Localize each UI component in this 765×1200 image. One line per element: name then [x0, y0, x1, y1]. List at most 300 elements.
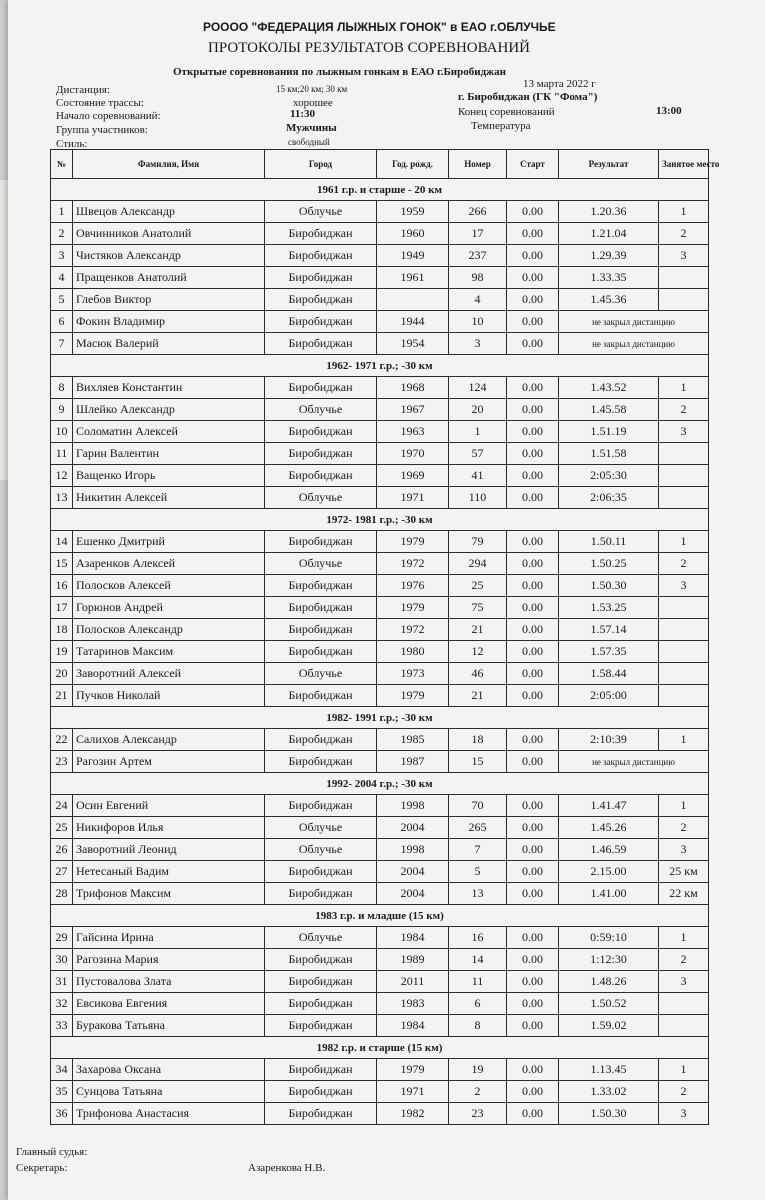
city-cell: Биробиджан	[265, 993, 377, 1015]
birth-year-cell: 1998	[377, 839, 449, 861]
start-time-cell: 0.00	[507, 1081, 559, 1103]
place-cell: 2	[659, 553, 709, 575]
birth-year-cell: 1971	[377, 1081, 449, 1103]
athlete-name-cell: Швецов Александр	[73, 201, 265, 223]
track-value: хорошее	[293, 97, 333, 109]
city-cell: Биробиджан	[265, 597, 377, 619]
start-time-cell: 0.00	[507, 223, 559, 245]
row-number-cell: 25	[51, 817, 73, 839]
result-cell: 1.57.14	[559, 619, 659, 641]
row-number-cell: 5	[51, 289, 73, 311]
row-number-cell: 8	[51, 377, 73, 399]
athlete-name-cell: Рагозина Мария	[73, 949, 265, 971]
start-value: 11:30	[290, 108, 316, 120]
bib-number-cell: 19	[449, 1059, 507, 1081]
col-header-bib: Номер	[449, 150, 507, 179]
bib-number-cell: 21	[449, 619, 507, 641]
bib-number-cell: 4	[449, 289, 507, 311]
city-cell: Биробиджан	[265, 1015, 377, 1037]
result-cell: 1.20.36	[559, 201, 659, 223]
row-number-cell: 4	[51, 267, 73, 289]
group-title: 1972- 1981 г.р.; -30 км	[51, 509, 709, 531]
place-cell	[659, 993, 709, 1015]
athlete-name-cell: Чистяков Александр	[73, 245, 265, 267]
result-cell: 1.41.47	[559, 795, 659, 817]
start-time-cell: 0.00	[507, 377, 559, 399]
city-cell: Биробиджан	[265, 1103, 377, 1125]
start-time-cell: 0.00	[507, 729, 559, 751]
bib-number-cell: 75	[449, 597, 507, 619]
city-cell: Биробиджан	[265, 971, 377, 993]
city-cell: Биробиджан	[265, 619, 377, 641]
table-row	[51, 949, 709, 971]
athlete-name-cell: Вихляев Константин	[73, 377, 265, 399]
secretary-label: Секретарь:	[16, 1162, 68, 1174]
place-cell	[659, 487, 709, 509]
place-cell	[659, 685, 709, 707]
athlete-name-cell: Евсикова Евгения	[73, 993, 265, 1015]
group-value: Мужчины	[286, 122, 337, 134]
result-cell: 1.50.30	[559, 575, 659, 597]
col-header-start: Старт	[507, 150, 559, 179]
row-number-cell: 1	[51, 201, 73, 223]
city-cell: Биробиджан	[265, 421, 377, 443]
place-cell: 1	[659, 795, 709, 817]
start-time-cell: 0.00	[507, 487, 559, 509]
birth-year-cell: 1972	[377, 553, 449, 575]
bib-number-cell: 14	[449, 949, 507, 971]
result-cell: 1.59.02	[559, 1015, 659, 1037]
start-time-cell: 0.00	[507, 245, 559, 267]
row-number-cell: 16	[51, 575, 73, 597]
athlete-name-cell: Горюнов Андрей	[73, 597, 265, 619]
athlete-name-cell: Пращенков Анатолий	[73, 267, 265, 289]
place-cell: 2	[659, 1081, 709, 1103]
result-cell: 2:05:00	[559, 685, 659, 707]
group-header-row	[51, 355, 709, 377]
table-row	[51, 531, 709, 553]
city-cell: Биробиджан	[265, 795, 377, 817]
birth-year-cell: 1972	[377, 619, 449, 641]
table-row	[51, 729, 709, 751]
start-time-cell: 0.00	[507, 465, 559, 487]
birth-year-cell: 1954	[377, 333, 449, 355]
city-cell: Биробиджан	[265, 883, 377, 905]
group-header-row	[51, 905, 709, 927]
table-row	[51, 663, 709, 685]
row-number-cell: 28	[51, 883, 73, 905]
table-row	[51, 399, 709, 421]
row-number-cell: 19	[51, 641, 73, 663]
bib-number-cell: 46	[449, 663, 507, 685]
bib-number-cell: 17	[449, 223, 507, 245]
bib-number-cell: 11	[449, 971, 507, 993]
bib-number-cell: 98	[449, 267, 507, 289]
place-cell: 25 км	[659, 861, 709, 883]
birth-year-cell: 1984	[377, 927, 449, 949]
row-number-cell: 7	[51, 333, 73, 355]
table-row	[51, 971, 709, 993]
place-cell: 1	[659, 729, 709, 751]
athlete-name-cell: Полосков Александр	[73, 619, 265, 641]
city-cell: Биробиджан	[265, 751, 377, 773]
result-cell: 1.13.45	[559, 1059, 659, 1081]
start-time-cell: 0.00	[507, 839, 559, 861]
athlete-name-cell: Нетесаный Вадим	[73, 861, 265, 883]
result-cell: 1.46.59	[559, 839, 659, 861]
row-number-cell: 24	[51, 795, 73, 817]
bib-number-cell: 1	[449, 421, 507, 443]
birth-year-cell: 2004	[377, 861, 449, 883]
place-cell: 2	[659, 399, 709, 421]
place-cell	[659, 663, 709, 685]
row-number-cell: 33	[51, 1015, 73, 1037]
place-cell	[659, 1015, 709, 1037]
birth-year-cell: 1982	[377, 1103, 449, 1125]
table-row	[51, 289, 709, 311]
start-time-cell: 0.00	[507, 795, 559, 817]
row-number-cell: 22	[51, 729, 73, 751]
result-cell: 1.45.36	[559, 289, 659, 311]
place-cell: 2	[659, 817, 709, 839]
birth-year-cell: 1969	[377, 465, 449, 487]
athlete-name-cell: Сунцова Татьяна	[73, 1081, 265, 1103]
table-row	[51, 795, 709, 817]
birth-year-cell: 1967	[377, 399, 449, 421]
result-cell: 1.45.26	[559, 817, 659, 839]
start-time-cell: 0.00	[507, 531, 559, 553]
start-time-cell: 0.00	[507, 927, 559, 949]
place-cell: 1	[659, 927, 709, 949]
table-row	[51, 487, 709, 509]
city-cell: Биробиджан	[265, 861, 377, 883]
birth-year-cell: 1961	[377, 267, 449, 289]
start-time-cell: 0.00	[507, 861, 559, 883]
row-number-cell: 26	[51, 839, 73, 861]
athlete-name-cell: Заворотний Алексей	[73, 663, 265, 685]
birth-year-cell: 1963	[377, 421, 449, 443]
city-cell: Биробиджан	[265, 1059, 377, 1081]
group-header-row	[51, 509, 709, 531]
bib-number-cell: 23	[449, 1103, 507, 1125]
table-row	[51, 201, 709, 223]
city-cell: Биробиджан	[265, 289, 377, 311]
result-cell: 1.51.19	[559, 421, 659, 443]
city-cell: Биробиджан	[265, 377, 377, 399]
city-cell: Биробиджан	[265, 267, 377, 289]
result-cell: 1.33.35	[559, 267, 659, 289]
city-cell: Облучье	[265, 927, 377, 949]
row-number-cell: 3	[51, 245, 73, 267]
bib-number-cell: 16	[449, 927, 507, 949]
city-cell: Биробиджан	[265, 641, 377, 663]
result-cell: 2:10:39	[559, 729, 659, 751]
athlete-name-cell: Пучков Николай	[73, 685, 265, 707]
bib-number-cell: 20	[449, 399, 507, 421]
track-label: Состояние трассы:	[56, 97, 144, 109]
bib-number-cell: 266	[449, 201, 507, 223]
city-cell: Биробиджан	[265, 465, 377, 487]
start-time-cell: 0.00	[507, 1059, 559, 1081]
place-cell	[659, 619, 709, 641]
start-time-cell: 0.00	[507, 993, 559, 1015]
row-number-cell: 35	[51, 1081, 73, 1103]
bib-number-cell: 13	[449, 883, 507, 905]
city-cell: Биробиджан	[265, 575, 377, 597]
bib-number-cell: 12	[449, 641, 507, 663]
table-row	[51, 377, 709, 399]
birth-year-cell: 1983	[377, 993, 449, 1015]
birth-year-cell: 1976	[377, 575, 449, 597]
result-cell: 0:59:10	[559, 927, 659, 949]
group-header-row	[51, 1037, 709, 1059]
athlete-name-cell: Фокин Владимир	[73, 311, 265, 333]
athlete-name-cell: Овчинников Анатолий	[73, 223, 265, 245]
col-header-birth-year: Год. рожд.	[377, 150, 449, 179]
athlete-name-cell: Гайсина Ирина	[73, 927, 265, 949]
start-time-cell: 0.00	[507, 641, 559, 663]
temperature-label: Температура	[471, 120, 531, 132]
bib-number-cell: 124	[449, 377, 507, 399]
bib-number-cell: 6	[449, 993, 507, 1015]
place-cell: 2	[659, 949, 709, 971]
organization-name: РОООО "ФЕДЕРАЦИЯ ЛЫЖНЫХ ГОНОК" в ЕАО г.ОБЛУЧЬЕ	[203, 20, 556, 34]
table-row	[51, 993, 709, 1015]
birth-year-cell: 1989	[377, 949, 449, 971]
birth-year-cell: 1949	[377, 245, 449, 267]
athlete-name-cell: Трифонов Максим	[73, 883, 265, 905]
row-number-cell: 10	[51, 421, 73, 443]
city-cell: Биробиджан	[265, 443, 377, 465]
place-cell: 3	[659, 245, 709, 267]
start-time-cell: 0.00	[507, 1103, 559, 1125]
place-cell	[659, 597, 709, 619]
competition-place: г. Биробиджан (ГК "Фома")	[458, 91, 598, 103]
results-table	[50, 149, 720, 1125]
group-title: 1982- 1991 г.р.; -30 км	[51, 707, 709, 729]
table-row	[51, 245, 709, 267]
birth-year-cell: 1944	[377, 311, 449, 333]
result-cell: 1.21.04	[559, 223, 659, 245]
birth-year-cell: 1979	[377, 685, 449, 707]
group-header-row	[51, 179, 709, 201]
group-title: 1961 г.р. и старше - 20 км	[51, 179, 709, 201]
col-header-name: Фамилия, Имя	[73, 150, 265, 179]
city-cell: Облучье	[265, 839, 377, 861]
city-cell: Облучье	[265, 553, 377, 575]
athlete-name-cell: Заворотний Леонид	[73, 839, 265, 861]
style-label: Стиль:	[56, 138, 88, 150]
distance-value: 15 км;20 км; 30 км	[276, 84, 348, 94]
result-cell: не закрыл дистанцию	[559, 311, 709, 333]
place-cell: 1	[659, 377, 709, 399]
start-time-cell: 0.00	[507, 1015, 559, 1037]
distance-label: Дистанция:	[56, 84, 110, 96]
place-cell	[659, 641, 709, 663]
athlete-name-cell: Рагозин Артем	[73, 751, 265, 773]
start-time-cell: 0.00	[507, 663, 559, 685]
bib-number-cell: 41	[449, 465, 507, 487]
table-row	[51, 1103, 709, 1125]
result-cell: 2.15.00	[559, 861, 659, 883]
birth-year-cell: 1959	[377, 201, 449, 223]
place-cell: 3	[659, 421, 709, 443]
birth-year-cell: 1971	[377, 487, 449, 509]
table-row	[51, 861, 709, 883]
start-time-cell: 0.00	[507, 421, 559, 443]
table-row	[51, 553, 709, 575]
birth-year-cell: 1960	[377, 223, 449, 245]
row-number-cell: 31	[51, 971, 73, 993]
row-number-cell: 2	[51, 223, 73, 245]
place-cell	[659, 289, 709, 311]
place-cell: 3	[659, 1103, 709, 1125]
row-number-cell: 11	[51, 443, 73, 465]
result-cell: 1.33.02	[559, 1081, 659, 1103]
table-row	[51, 575, 709, 597]
athlete-name-cell: Никифоров Илья	[73, 817, 265, 839]
birth-year-cell: 1987	[377, 751, 449, 773]
chief-judge-label: Главный судья:	[16, 1146, 88, 1158]
place-cell: 3	[659, 575, 709, 597]
table-row	[51, 927, 709, 949]
row-number-cell: 17	[51, 597, 73, 619]
birth-year-cell: 1984	[377, 1015, 449, 1037]
start-time-cell: 0.00	[507, 443, 559, 465]
row-number-cell: 20	[51, 663, 73, 685]
birth-year-cell: 1979	[377, 597, 449, 619]
bib-number-cell: 8	[449, 1015, 507, 1037]
city-cell: Биробиджан	[265, 949, 377, 971]
group-title: 1992- 2004 г.р.; -30 км	[51, 773, 709, 795]
group-title: 1983 г.р. и младше (15 км)	[51, 905, 709, 927]
result-cell: 1.50.11	[559, 531, 659, 553]
bib-number-cell: 110	[449, 487, 507, 509]
start-time-cell: 0.00	[507, 597, 559, 619]
table-row	[51, 883, 709, 905]
start-time-cell: 0.00	[507, 399, 559, 421]
place-cell	[659, 443, 709, 465]
secretary-name: Азаренкова Н.В.	[248, 1162, 326, 1174]
row-number-cell: 29	[51, 927, 73, 949]
birth-year-cell: 1968	[377, 377, 449, 399]
table-row	[51, 267, 709, 289]
result-cell: 1.50.30	[559, 1103, 659, 1125]
group-header-row	[51, 707, 709, 729]
athlete-name-cell: Никитин Алексей	[73, 487, 265, 509]
result-cell: 1.41.00	[559, 883, 659, 905]
athlete-name-cell: Пустовалова Злата	[73, 971, 265, 993]
start-time-cell: 0.00	[507, 685, 559, 707]
bib-number-cell: 25	[449, 575, 507, 597]
table-row	[51, 839, 709, 861]
place-cell	[659, 465, 709, 487]
start-time-cell: 0.00	[507, 751, 559, 773]
athlete-name-cell: Захарова Оксана	[73, 1059, 265, 1081]
result-cell: 1.48.26	[559, 971, 659, 993]
athlete-name-cell: Осин Евгений	[73, 795, 265, 817]
col-header-place: Занятое место	[659, 150, 709, 179]
competition-name: Открытые соревнования по лыжным гонкам в ЕАО г.Биробиджан	[173, 66, 506, 78]
document-title: ПРОТОКОЛЫ РЕЗУЛЬТАТОВ СОРЕВНОВАНИЙ	[208, 40, 531, 56]
athlete-name-cell: Глебов Виктор	[73, 289, 265, 311]
city-cell: Биробиджан	[265, 245, 377, 267]
birth-year-cell: 2011	[377, 971, 449, 993]
athlete-name-cell: Гарин Валентин	[73, 443, 265, 465]
place-cell: 3	[659, 839, 709, 861]
table-row	[51, 597, 709, 619]
athlete-name-cell: Масюк Валерий	[73, 333, 265, 355]
birth-year-cell: 1980	[377, 641, 449, 663]
row-number-cell: 32	[51, 993, 73, 1015]
table-row	[51, 685, 709, 707]
birth-year-cell	[377, 289, 449, 311]
competition-date: 13 марта 2022 г	[523, 78, 596, 90]
group-title: 1982 г.р. и старше (15 км)	[51, 1037, 709, 1059]
table-row	[51, 311, 709, 333]
place-cell: 3	[659, 971, 709, 993]
athlete-name-cell: Трифонова Анастасия	[73, 1103, 265, 1125]
city-cell: Облучье	[265, 399, 377, 421]
results-protocol-sheet	[8, 0, 765, 1200]
place-cell: 1	[659, 531, 709, 553]
athlete-name-cell: Буракова Татьяна	[73, 1015, 265, 1037]
city-cell: Облучье	[265, 663, 377, 685]
style-value: свободный	[288, 137, 330, 147]
row-number-cell: 23	[51, 751, 73, 773]
result-cell: 1.53.25	[559, 597, 659, 619]
table-row	[51, 751, 709, 773]
bib-number-cell: 79	[449, 531, 507, 553]
city-cell: Биробиджан	[265, 685, 377, 707]
bib-number-cell: 2	[449, 1081, 507, 1103]
row-number-cell: 15	[51, 553, 73, 575]
start-time-cell: 0.00	[507, 201, 559, 223]
start-time-cell: 0.00	[507, 575, 559, 597]
place-cell: 22 км	[659, 883, 709, 905]
group-label: Группа участников:	[56, 124, 148, 136]
start-time-cell: 0.00	[507, 311, 559, 333]
table-row	[51, 421, 709, 443]
col-header-city: Город	[265, 150, 377, 179]
birth-year-cell: 1979	[377, 531, 449, 553]
result-cell: 1.43.52	[559, 377, 659, 399]
start-time-cell: 0.00	[507, 289, 559, 311]
group-header-row	[51, 773, 709, 795]
bib-number-cell: 10	[449, 311, 507, 333]
place-cell: 1	[659, 1059, 709, 1081]
start-label: Начало соревнований:	[56, 110, 161, 122]
bib-number-cell: 7	[449, 839, 507, 861]
bib-number-cell: 294	[449, 553, 507, 575]
result-cell: 2:06:35	[559, 487, 659, 509]
city-cell: Биробиджан	[265, 223, 377, 245]
row-number-cell: 30	[51, 949, 73, 971]
row-number-cell: 18	[51, 619, 73, 641]
table-row	[51, 333, 709, 355]
row-number-cell: 34	[51, 1059, 73, 1081]
table-row	[51, 443, 709, 465]
start-time-cell: 0.00	[507, 883, 559, 905]
city-cell: Биробиджан	[265, 311, 377, 333]
result-cell: 1.50.25	[559, 553, 659, 575]
birth-year-cell: 1973	[377, 663, 449, 685]
start-time-cell: 0.00	[507, 553, 559, 575]
birth-year-cell: 1979	[377, 1059, 449, 1081]
bib-number-cell: 265	[449, 817, 507, 839]
table-row	[51, 1015, 709, 1037]
start-time-cell: 0.00	[507, 619, 559, 641]
